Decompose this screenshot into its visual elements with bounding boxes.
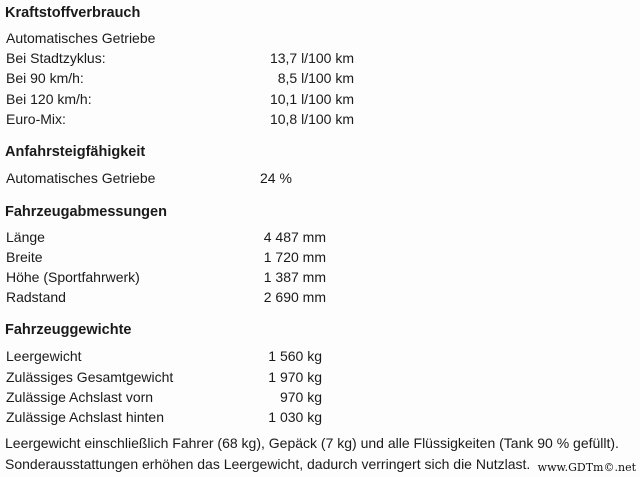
- fuel-row-value: 10,8 l/100 km: [269, 111, 354, 127]
- dimension-row-label: Länge: [6, 229, 45, 245]
- fuel-row-label: Bei 120 km/h:: [6, 91, 92, 107]
- weight-note-line-2: Sonderausstattungen erhöhen das Leergewicht, dadurch verringert sich die Nutzlast.: [5, 456, 531, 472]
- fuel-consumption-title: Kraftstoffverbrauch: [5, 5, 141, 21]
- weight-row-value: 970 kg: [279, 389, 322, 405]
- fuel-row-label: Euro-Mix:: [6, 111, 66, 127]
- dimension-row-value: 1 387 mm: [263, 269, 326, 285]
- climb-row-value: 24 %: [260, 170, 292, 186]
- weight-row-gross: [6, 367, 406, 387]
- dimension-row-value: 1 720 mm: [263, 249, 326, 265]
- fuel-subtitle-row: [6, 28, 406, 48]
- weight-row-front-axle: [6, 387, 406, 407]
- climb-row-label: Automatisches Getriebe: [6, 170, 156, 186]
- weight-row-curb: [6, 346, 406, 366]
- fuel-row-city: [6, 48, 406, 68]
- weights-title: Fahrzeuggewichte: [5, 322, 132, 338]
- weight-row-label: Zulässige Achslast vorn: [6, 389, 154, 405]
- fuel-row-value: 13,7 l/100 km: [269, 50, 354, 66]
- weight-row-value: 1 030 kg: [268, 409, 322, 425]
- fuel-row-euromix: [6, 109, 406, 129]
- dimension-row-length: [6, 227, 406, 247]
- dimension-row-width: [6, 247, 406, 267]
- climb-ability-title: Anfahrsteigfähigkeit: [5, 144, 146, 160]
- fuel-row-120: [6, 89, 406, 109]
- weight-note-line-1: Leergewicht einschließlich Fahrer (68 kg), Gepäck (7 kg) und alle Flüssigkeiten (Tank 90 % gefüllt).: [5, 435, 619, 451]
- fuel-row-label: Bei 90 km/h:: [6, 70, 84, 86]
- fuel-subtitle: Automatisches Getriebe: [6, 30, 156, 46]
- watermark: www.GDTm©.net: [537, 461, 636, 474]
- dimension-row-value: 2 690 mm: [263, 289, 326, 305]
- dimension-row-wheelbase: [6, 287, 406, 307]
- dimension-row-label: Breite: [6, 249, 43, 265]
- dimension-row-value: 4 487 mm: [263, 229, 326, 245]
- dimension-row-height: [6, 267, 406, 287]
- weight-row-label: Zulässiges Gesamtgewicht: [6, 369, 174, 385]
- weight-row-label: Leergewicht: [6, 348, 82, 364]
- weight-row-value: 1 560 kg: [268, 348, 322, 364]
- fuel-row-90: [6, 68, 406, 88]
- weight-row-label: Zulässige Achslast hinten: [6, 409, 164, 425]
- weight-row-value: 1 970 kg: [268, 369, 322, 385]
- fuel-row-label: Bei Stadtzyklus:: [6, 50, 106, 66]
- dimensions-title: Fahrzeugabmessungen: [5, 204, 167, 220]
- dimension-row-label: Höhe (Sportfahrwerk): [6, 269, 140, 285]
- weight-row-rear-axle: [6, 407, 406, 427]
- fuel-row-value: 10,1 l/100 km: [269, 91, 354, 107]
- fuel-row-value: 8,5 l/100 km: [277, 70, 354, 86]
- dimension-row-label: Radstand: [6, 289, 66, 305]
- climb-row-automatic: [6, 168, 406, 188]
